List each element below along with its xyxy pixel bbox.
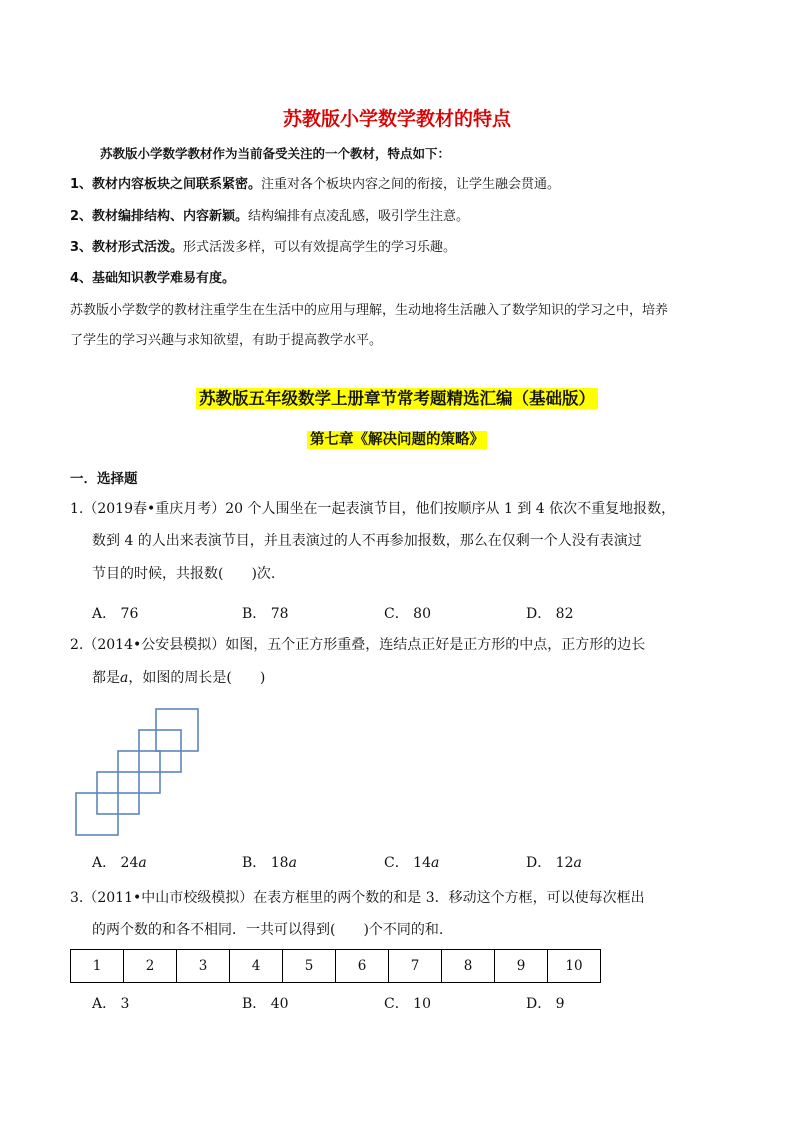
- q2-option-c[interactable]: [384, 852, 439, 872]
- number-cell: 5: [283, 950, 336, 983]
- q1-line-3: 节目的时候，共报数( )次.: [92, 566, 276, 582]
- option-text: B． 18: [242, 855, 289, 871]
- q2-line-1: 2.（2014•公安县模拟）如图，五个正方形重叠，连结点正好是正方形的中点，正方形的边长: [70, 637, 646, 653]
- point-body: 注重对各个板块内容之间的衔接，让学生融会贯通。: [261, 177, 561, 192]
- q2-text-a: 都是: [92, 670, 120, 686]
- number-cell: 3: [177, 950, 230, 983]
- option-text: D． 12: [526, 855, 574, 871]
- point-body: 形式活泼多样，可以有效提高学生的学习乐趣。: [183, 240, 457, 255]
- number-cell: 7: [389, 950, 442, 983]
- number-table: [70, 949, 601, 983]
- q1-option-a[interactable]: A． 76: [92, 606, 139, 622]
- number-cell: 6: [336, 950, 389, 983]
- table-row: [71, 950, 601, 983]
- point-head: 3、教材形式活泼。: [70, 240, 184, 255]
- option-var: a: [138, 855, 147, 871]
- intro-summary-1: 苏教版小学数学的教材注重学生在生活中的应用与理解，生动地将生活融入了数学知识的学习之中，培养: [70, 303, 669, 318]
- q3-option-b[interactable]: B． 40: [242, 996, 289, 1012]
- q3-line-1: 3.（2011•中山市校级模拟）在表方框里的两个数的和是 3．移动这个方框，可以使每次框出: [70, 890, 645, 906]
- chapter-title: 第七章《解决问题的策略》: [307, 431, 487, 449]
- q1-line-2: 数到 4 的人出来表演节目，并且表演过的人不再参加报数，那么在仅剩一个人没有表演过: [92, 533, 642, 549]
- q2-option-a[interactable]: [92, 852, 147, 872]
- q2-variable: a: [120, 670, 129, 686]
- point-body: 结构编排有点凌乱感，吸引学生注意。: [248, 209, 470, 224]
- option-var: a: [430, 855, 440, 871]
- section-heading: 一．选择题: [70, 471, 138, 487]
- q3-option-d[interactable]: D． 9: [526, 996, 565, 1012]
- q1-option-b[interactable]: B． 78: [242, 606, 289, 622]
- q3-line-2: 的两个数的和各不相同．一共可以得到( )个不同的和.: [92, 922, 444, 938]
- intro-title: 苏教版小学数学教材的特点: [282, 108, 511, 130]
- point-head: 2、教材编排结构、内容新颖。: [70, 209, 249, 224]
- main-title: 苏教版五年级数学上册章节常考题精选汇编（基础版）: [196, 388, 598, 409]
- intro-summary-2: 了学生的学习兴趣与求知欲望，有助于提高教学水平。: [70, 333, 383, 348]
- number-cell: 1: [71, 950, 124, 983]
- q3-option-c[interactable]: C． 10: [384, 996, 431, 1012]
- number-cell: 10: [548, 950, 601, 983]
- q1-option-d[interactable]: D． 82: [526, 606, 574, 622]
- q2-text-b: ，如图的周长是( ): [128, 670, 266, 686]
- number-cell: 4: [230, 950, 283, 983]
- q1-option-c[interactable]: C． 80: [384, 606, 431, 622]
- number-cell: 8: [442, 950, 495, 983]
- point-head: 4、基础知识教学难易有度。: [70, 271, 236, 286]
- option-text: C． 14: [384, 855, 431, 871]
- q2-option-b[interactable]: [242, 852, 297, 872]
- intro-lead: 苏教版小学数学教材作为当前备受关注的一个教材，特点如下：: [100, 146, 451, 161]
- option-var: a: [573, 855, 582, 871]
- number-cell: 9: [495, 950, 548, 983]
- q3-option-a[interactable]: A． 3: [92, 996, 130, 1012]
- option-text: A． 24: [92, 855, 139, 871]
- option-var: a: [288, 855, 297, 871]
- q2-option-d[interactable]: [526, 852, 582, 872]
- number-cell: 2: [124, 950, 177, 983]
- point-head: 1、教材内容板块之间联系紧密。: [70, 177, 262, 192]
- q1-line-1: 1.（2019春•重庆月考）20 个人围坐在一起表演节目，他们按顺序从 1 到 4 依次不重复地报数，: [70, 501, 676, 517]
